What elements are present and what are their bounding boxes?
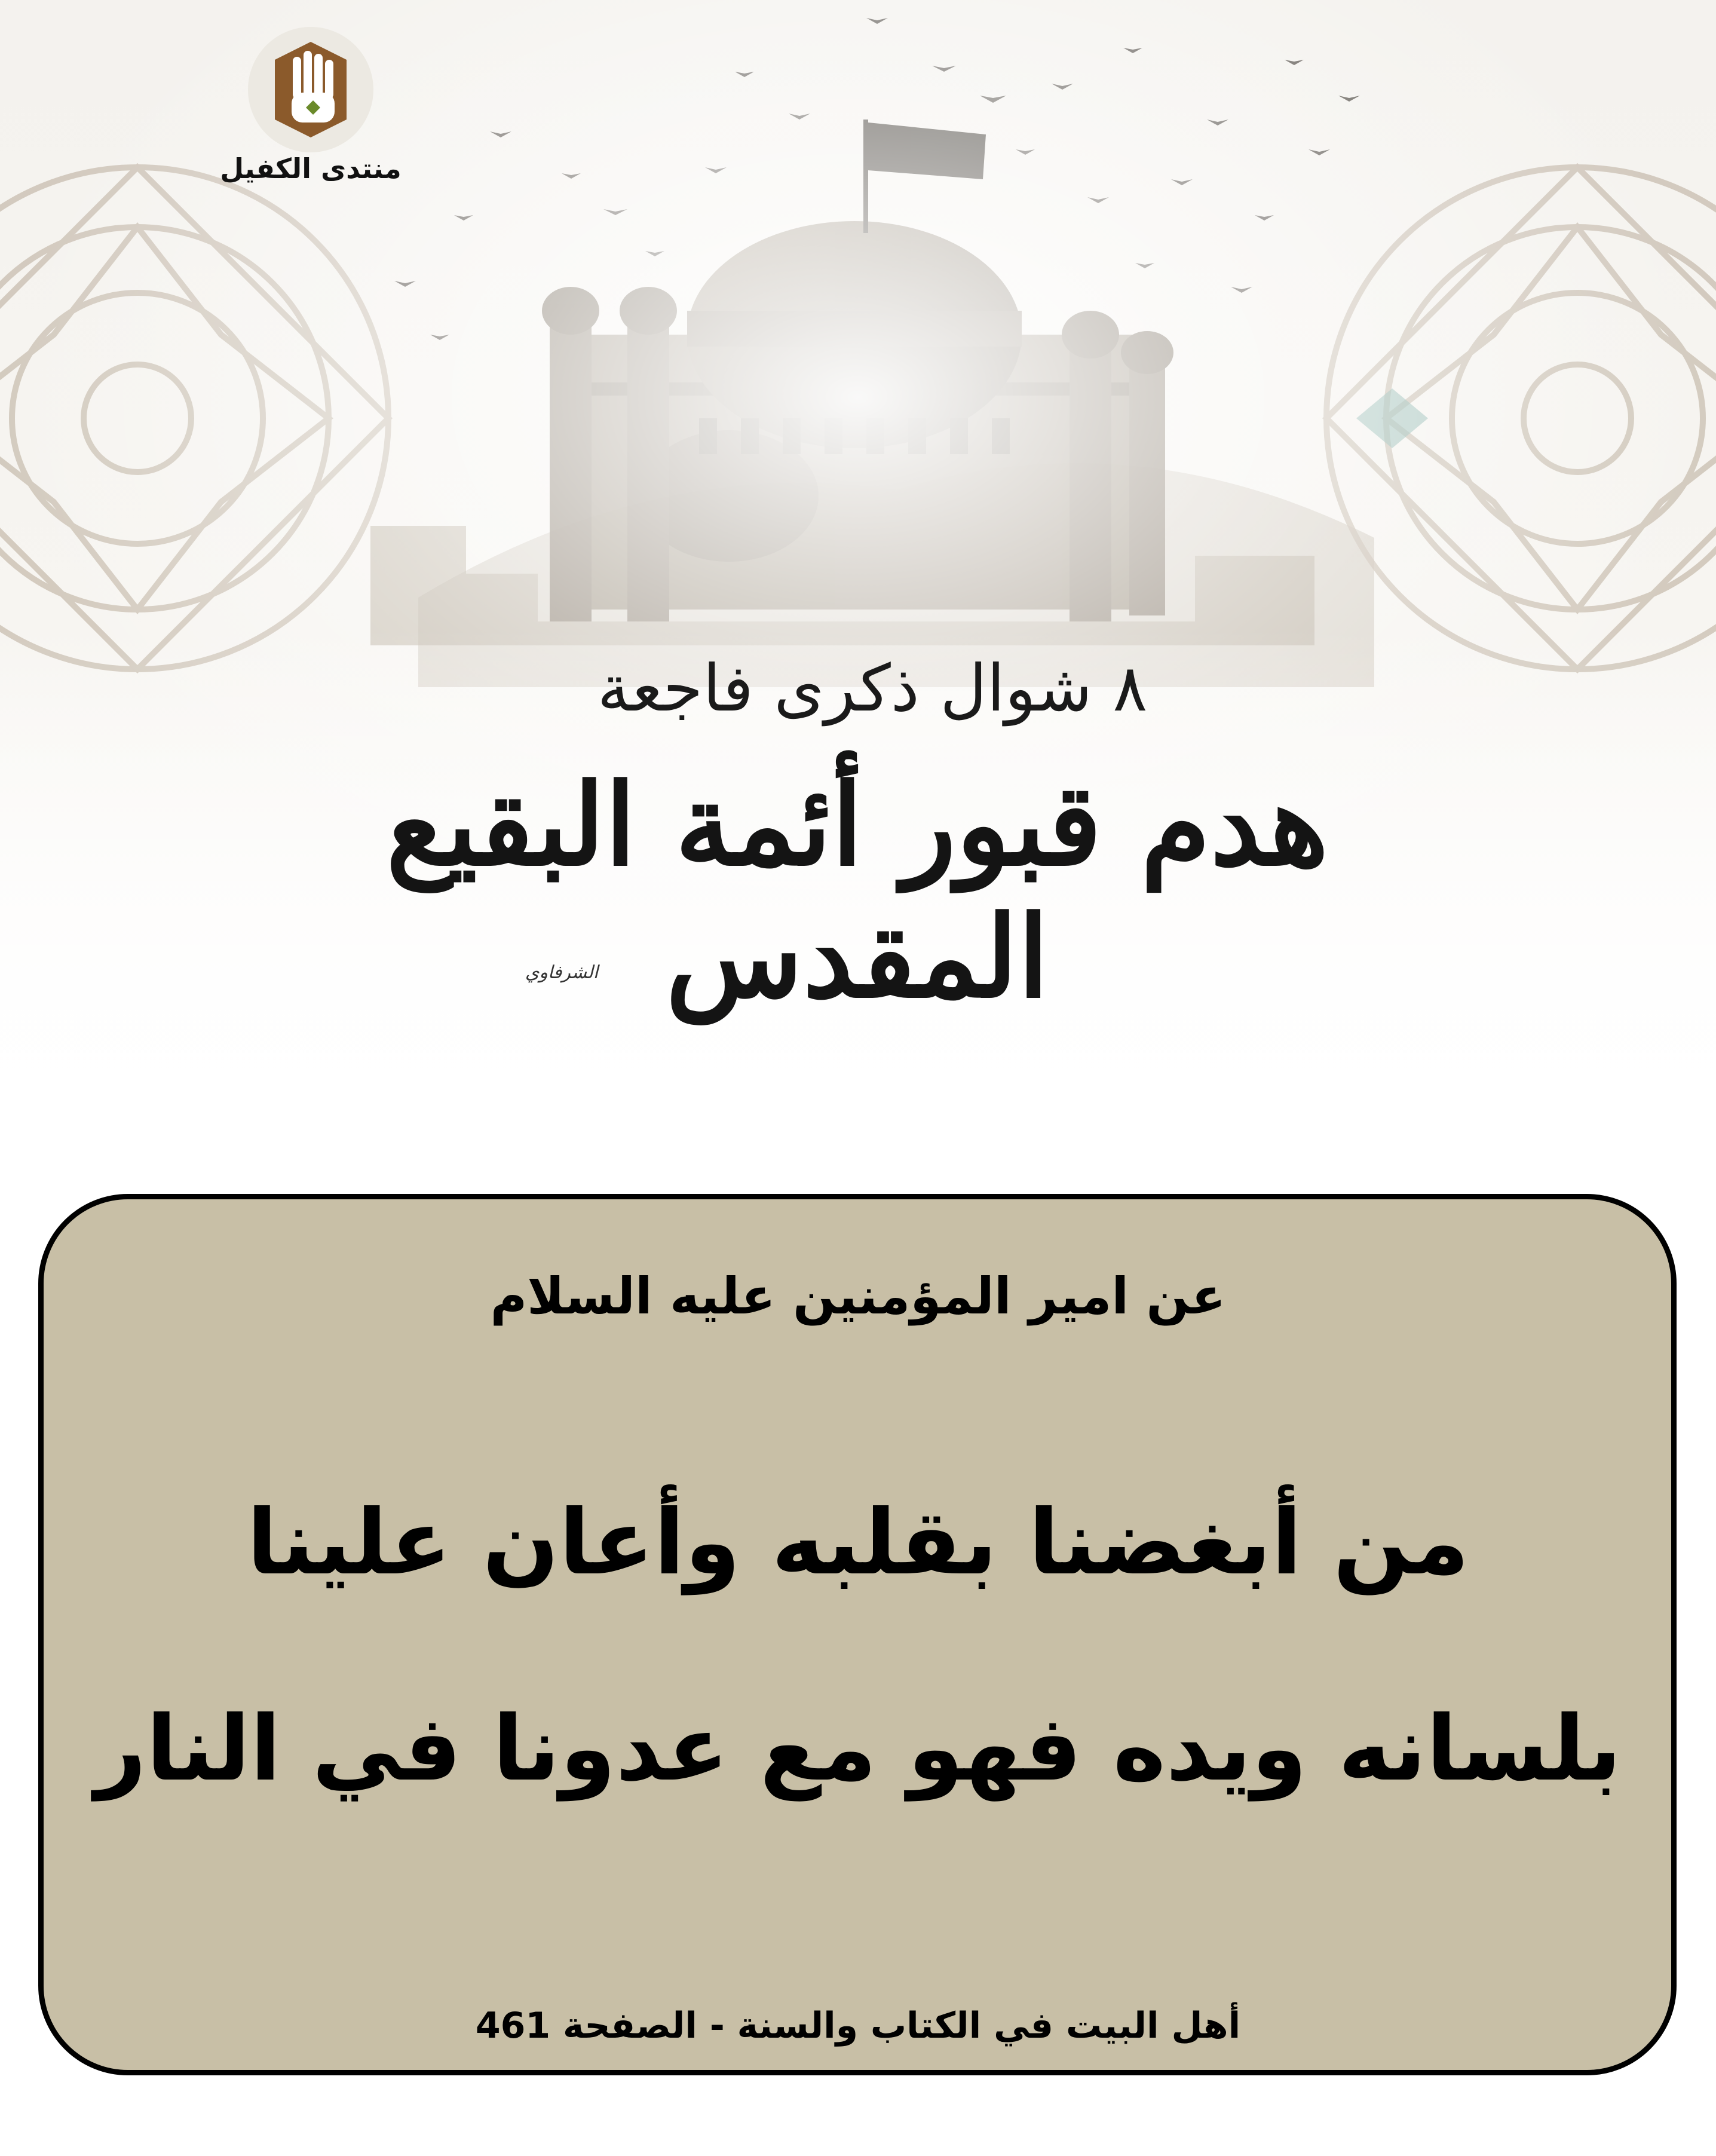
quote-attribution: عن امير المؤمنين عليه السلام bbox=[490, 1267, 1226, 1325]
calligraphy-heading-line1: ٨ شوال ذكرى فاجعة bbox=[597, 651, 1148, 726]
quote-source: أهل البيت في الكتاب والسنة - الصفحة 461 bbox=[475, 2005, 1241, 2047]
calligrapher-signature: الشرفاوي bbox=[525, 962, 599, 983]
quote-text-line1: من أبغضنا بقلبه وأعان علينا bbox=[246, 1491, 1470, 1595]
logo-text: منتدى الكفيل bbox=[220, 152, 402, 185]
forum-logo bbox=[197, 24, 424, 221]
quote-card bbox=[38, 1194, 1677, 2075]
calligraphy-heading-line2: هدم قبور أئمة البقيع المقدس bbox=[386, 759, 1329, 1023]
hand-emblem-icon bbox=[197, 24, 424, 152]
quote-text-line2: بلسانه ويده فهو مع عدونا في النار bbox=[94, 1697, 1622, 1801]
